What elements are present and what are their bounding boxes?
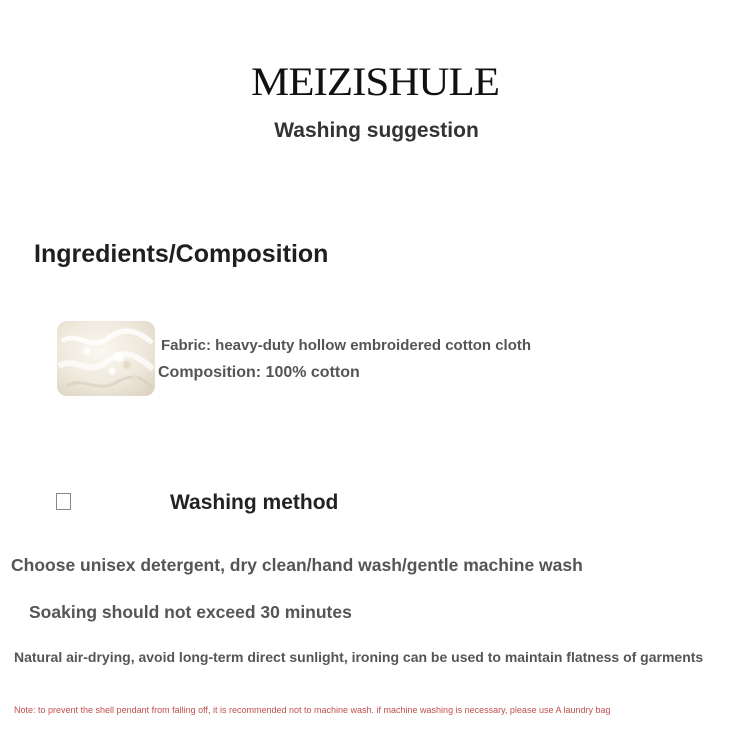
composition-description: Composition: 100% cotton [158, 364, 360, 381]
page-subtitle: Washing suggestion [274, 119, 479, 142]
washing-note: Note: to prevent the shell pendant from falling off, it is recommended not to machine wash. if machine washing is necessary, please use A laundry bag [14, 705, 611, 715]
fabric-description: Fabric: heavy-duty hollow embroidered cotton cloth [161, 337, 532, 354]
composition-section-title: Ingredients/Composition [34, 240, 329, 268]
fabric-swatch-image [57, 321, 155, 396]
washing-instruction-detergent: Choose unisex detergent, dry clean/hand wash/gentle machine wash [11, 555, 583, 575]
washing-instruction-drying: Natural air-drying, avoid long-term direct sunlight, ironing can be used to maintain flatness of garments [14, 649, 704, 665]
checkbox-icon[interactable] [56, 493, 71, 510]
washing-method-title: Washing method [170, 491, 339, 514]
washing-instruction-soaking: Soaking should not exceed 30 minutes [29, 602, 352, 622]
brand-logo: MEIZISHULE [251, 60, 499, 105]
